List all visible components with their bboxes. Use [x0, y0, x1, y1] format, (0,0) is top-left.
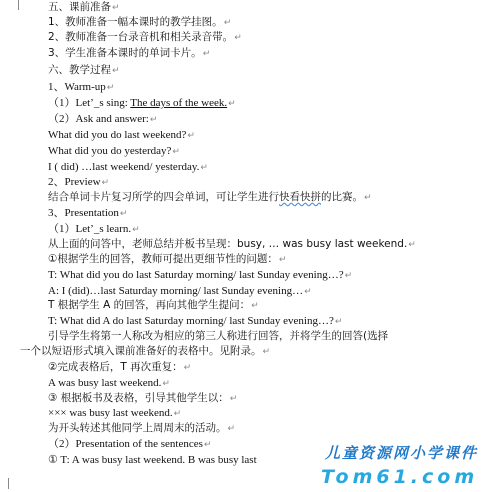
follow-up-intro: T 根据学生 A 的回答，再向其他学生提问：↵ [48, 299, 259, 311]
guide-other-students: ③ 根据板书及表格，引导其他学生以：↵ [48, 392, 238, 404]
retell-activities: 为开头转述其他同学上周周末的活动。↵ [48, 422, 236, 434]
site-watermark [311, 442, 489, 490]
step-ask-and-answer: （2）Ask and answer:↵ [48, 113, 158, 125]
example-sentence: ① T: A was busy last weekend. B was busy last [48, 454, 257, 466]
prep-item-3: 3、学生准备本课时的单词卡片。↵ [48, 47, 211, 59]
answer-pattern: I ( did) …last weekend/ yesterday.↵ [48, 161, 208, 173]
sentence-xxx-busy: ××× was busy last weekend.↵ [48, 407, 182, 419]
step-preview: 2、Preview↵ [48, 176, 110, 188]
step-lets-learn: （1）Let’_s learn.↵ [48, 223, 140, 235]
step-presentation: 3、Presentation↵ [48, 207, 128, 219]
watermark-chinese-text: 儿童资源网小学课件 [325, 444, 479, 462]
crop-mark-top [8, 0, 19, 10]
teacher-third-person-question: T: What did A do last Saturday morning/ last Sunday evening…?↵ [48, 315, 343, 327]
crop-mark-bottom [8, 478, 9, 489]
teacher-question: T: What did you do last Saturday morning/ last Sunday evening…?↵ [48, 269, 353, 281]
complete-table: ②完成表格后，T 再次重复：↵ [48, 361, 192, 373]
step-warm-up: 1、Warm-up↵ [48, 81, 115, 93]
guide-third-person: 引导学生将第一人称改为相应的第三人称进行回答，并将学生的回答(选择 [48, 330, 389, 342]
preview-description: 结合单词卡片复习所学的四会单词，可让学生进行快看快拼的比赛。↵ [48, 191, 372, 203]
step-presentation-sentences: （2）Presentation of the sentences↵ [48, 438, 212, 450]
prep-item-2: 2、教师准备一台录音机和相关录音带。↵ [48, 31, 242, 43]
heading-teaching-process: 六、教学过程↵ [48, 64, 120, 76]
prep-item-1: 1、教师准备一幅本课时的教学挂图。↵ [48, 16, 232, 28]
step-lets-sing: （1）Let’_s sing: The days of the week.↵ [48, 97, 236, 109]
question-yesterday: What did you do yesterday?↵ [48, 145, 180, 157]
summary-busy: 从上面的问答中，老师总结并板书呈现：busy, … was busy last weekend.↵ [48, 238, 416, 250]
question-last-weekend: What did you do last weekend?↵ [48, 129, 195, 141]
sentence-a-busy: A was busy last weekend.↵ [48, 377, 170, 389]
watermark-logo-text: Tom61.com [321, 466, 479, 488]
detail-question-intro: ①根据学生的回答，教师可提出更细节性的问题：↵ [48, 253, 287, 265]
guide-third-person-cont: 一个以短语形式填入课前准备好的表格中。见附录。↵ [20, 345, 271, 357]
heading-lesson-preparation: 五、课前准备↵ [48, 1, 120, 13]
student-a-answer: A: I (did)…last Saturday morning/ last Sunday evening…↵ [48, 285, 312, 297]
